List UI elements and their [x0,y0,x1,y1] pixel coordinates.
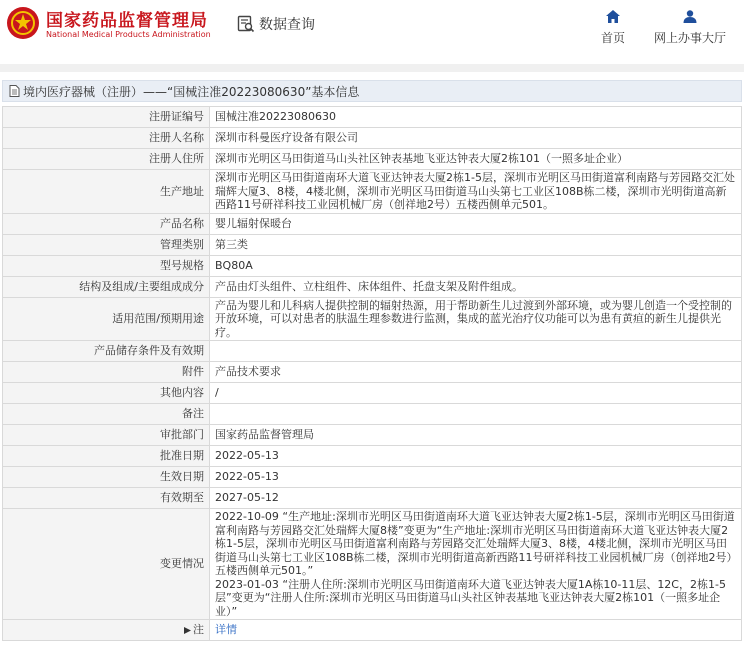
table-row [3,128,742,149]
device-info-table [2,106,742,641]
field-value [210,404,742,425]
table-row [3,488,742,509]
page-title: 境内医疗器械（注册）——“国械注准20223080630”基本信息 [23,84,360,99]
field-label: 注册证编号 [3,107,210,128]
table-row [3,107,742,128]
field-label: 结构及组成/主要组成成分 [3,276,210,297]
table-row [3,467,742,488]
table-row [3,213,742,234]
table-row [3,425,742,446]
field-label: 有效期至 [3,488,210,509]
field-value: 2027-05-12 [210,488,742,509]
field-value: 深圳市科曼医疗设备有限公司 [210,128,742,149]
field-label: 审批部门 [3,425,210,446]
field-value: 婴儿辐射保暖台 [210,213,742,234]
site-header [0,0,744,64]
table-row [3,509,742,620]
change-history-value: 2022-10-09 “生产地址:深圳市光明区马田街道南环大道飞亚达钟表大厦2栋1-5层，深圳市光明区马田街道富利南路与芳园路交汇处瑞辉大厦8楼”变更为“生产地址:深圳市光明区马田街道南环大道飞亚达钟表大厦2栋1-5层，深圳市光明区马田街道富利南路与芳园路交汇处瑞辉大厦3、8楼，4楼北侧，深圳市光明区马田街道马山头第七工业区108B栋二楼，深圳市光明街道高新西路11号研祥科技工业园机械厂房（创祥地2号）五楼西侧单元501。” 2023-01-03 “注册人住所:深圳市光明区马田街道南环大道飞亚达钟表大厦1A栋10-11层、12C，2栋1-5层”变更为“注册人住所:深圳市光明区马田街道马山头社区钟表基地飞亚达钟表大厦2栋101（一照多址企业）” [210,509,742,620]
note-value-cell [210,620,742,641]
field-value: 产品由灯头组件、立柱组件、床体组件、托盘支架及附件组成。 [210,276,742,297]
field-label: 产品名称 [3,213,210,234]
note-label-cell [3,620,210,641]
table-row [3,383,742,404]
data-query-icon [237,15,255,33]
field-value: 国械注准20223080630 [210,107,742,128]
table-row [3,255,742,276]
brand-name-en: National Medical Products Administration [46,30,211,39]
home-icon [606,10,620,23]
table-row [3,170,742,214]
nav-online-service-hall[interactable] [652,10,728,46]
table-row [3,404,742,425]
field-label: 生产地址 [3,170,210,214]
details-link[interactable]: 详情 [215,623,237,637]
nav-home[interactable] [598,10,628,46]
field-value: 深圳市光明区马田街道南环大道飞亚达钟表大厦2栋1-5层，深圳市光明区马田街道富利南路与芳园路交汇处瑞辉大厦3、8楼，4楼北侧，深圳市光明区马田街道马山头第七工业区108B栋二楼，深圳市光明街道高新西路11号研祥科技工业园机械厂房（创祥地2号）五楼西侧单元501。 [210,170,742,214]
field-label: 注册人名称 [3,128,210,149]
document-icon [9,85,20,97]
table-row [3,276,742,297]
field-label: 注册人住所 [3,149,210,170]
user-icon [683,10,697,23]
field-label: 生效日期 [3,467,210,488]
field-label: 变更情况 [3,509,210,620]
field-value: 深圳市光明区马田街道马山头社区钟表基地飞亚达钟表大厦2栋101（一照多址企业） [210,149,742,170]
table-row [3,341,742,362]
field-value: BQ80A [210,255,742,276]
field-label: 其他内容 [3,383,210,404]
field-label: 产品储存条件及有效期 [3,341,210,362]
field-value: 产品为婴儿和儿科病人提供控制的辐射热源，用于帮助新生儿过渡到外部环境，或为婴儿创造一个受控制的开放环境，可以对患者的肤温生理参数进行监测，集成的蓝光治疗仪功能可以为患有黄疸的新生儿提供光疗。 [210,297,742,341]
table-row [3,446,742,467]
field-value: 国家药品监督管理局 [210,425,742,446]
note-label: 注 [193,623,204,637]
field-label: 管理类别 [3,234,210,255]
field-label: 备注 [3,404,210,425]
field-label: 型号规格 [3,255,210,276]
header-divider [0,64,744,72]
nav-service-label: 网上办事大厅 [653,31,726,45]
page-title-bar [2,80,742,102]
data-query-button[interactable] [237,14,315,34]
table-row [3,149,742,170]
field-value: 2022-05-13 [210,446,742,467]
field-value [210,341,742,362]
nav-home-label: 首页 [600,31,625,45]
field-value: 第三类 [210,234,742,255]
brand-name-cn[interactable]: 国家药品监督管理局 [46,11,208,31]
national-emblem-logo[interactable] [6,6,40,40]
field-label: 批准日期 [3,446,210,467]
field-value: 产品技术要求 [210,362,742,383]
field-label: 附件 [3,362,210,383]
data-query-label: 数据查询 [259,17,315,33]
table-row-note [3,620,742,641]
table-row [3,234,742,255]
field-value: / [210,383,742,404]
arrow-icon [184,627,191,634]
table-row [3,297,742,341]
field-value: 2022-05-13 [210,467,742,488]
field-label: 适用范围/预期用途 [3,297,210,341]
table-row [3,362,742,383]
